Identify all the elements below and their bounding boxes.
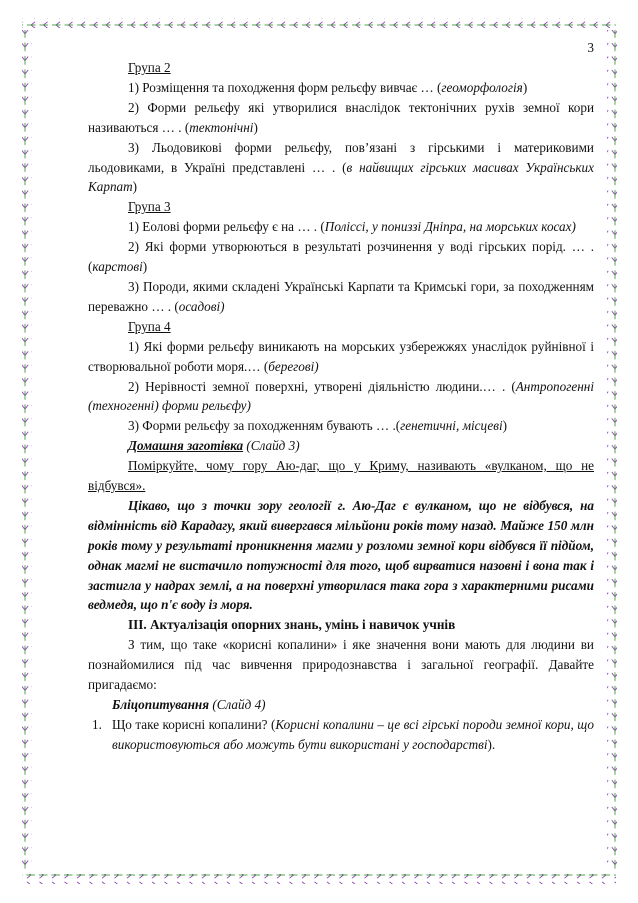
page-number: 3 [587, 40, 594, 55]
border-bottom [22, 874, 616, 884]
blitz-question-1: 1. Що таке корисні копалини? (Корисні копалини – це всі гірські породи земної кори, що використовуються або можуть бути використані у господарстві). [92, 716, 594, 752]
group-4-heading: Група 4 [128, 318, 171, 334]
group-2-question-1: 1) Розміщення та походження форм рельєфу вивчає … (геоморфологія) [128, 79, 528, 95]
homework-heading: Домашня заготівка (Слайд 3) [128, 438, 300, 454]
group-2-question-2: 2) Форми рельєфу які утворилися внаслідок тектонічних рухів земної кори називаються … . (тектонічні) [88, 99, 594, 135]
group-3-question-1: 1) Еолові форми рельєфу є на … . (Поліссі, у пониззі Дніпра, на морських косах) [128, 219, 576, 235]
section-3-intro: З тим, що таке «корисні копалини» і яке значення вони мають для людини ви познайомилися під час вивчення природознавства і загальної географії. Давайте пригадаємо: [88, 637, 594, 693]
border-left [22, 30, 32, 872]
group-4-question-3: 3) Форми рельєфу за походженням бувають … .(генетичні, місцеві) [128, 418, 508, 434]
group-2-question-3: 3) Льодовикові форми рельєфу, пов’язані з гірськими і материковими льодовиками, в Україні представлені … . (в найвищих гірських масивах Українських Карпат) [88, 139, 594, 195]
blitz-heading: Бліцопитування (Слайд 4) [112, 697, 266, 712]
blitz-question-list [88, 715, 594, 755]
homework-answer: Цікаво, що з точки зору геології г. Аю-Даг є вулканом, що не відбувся, на відмінність від Карадагу, який вивергався мільйони років тому назад. Майже 150 млн років тому у результаті проникнення магми у розломи земної кори відбувся її підйом, однак магмі не вистачило потужності для того, щоб вирватися назовні і вона так і застигла у надрах землі, а на поверхні утворилася така гора з характерними рисами ведмедя, що п'є воду із моря. [88, 497, 594, 613]
group-2-heading: Група 2 [128, 60, 171, 75]
group-4-question-1: 1) Які форми рельєфу виникають на морських узбережжях унаслідок руйнівної і створювальної роботи моря.… (берегові) [88, 338, 594, 374]
homework-question: Поміркуйте, чому гору Аю-даг, що у Криму, називають «вулканом, що не відбувся». [88, 458, 594, 494]
group-4-question-2: 2) Нерівності земної поверхні, утворені діяльністю людини.… . (Антропогенні (техногенні) форми рельєфу) [88, 378, 594, 414]
group-3-heading: Група 3 [128, 199, 171, 215]
border-top [22, 18, 616, 28]
section-3-heading: ІІІ. Актуалізація опорних знань, умінь і навичок учнів [128, 617, 456, 633]
question-number: 1. [92, 716, 102, 732]
group-3-question-3: 3) Породи, якими складені Українські Карпати та Кримські гори, за походженням переважно … . (осадові) [88, 278, 594, 314]
document-page [88, 38, 594, 755]
border-right [607, 30, 617, 872]
group-3-question-2: 2) Які форми утворюються в результаті розчинення у воді гірських порід. … . (карстові) [88, 239, 594, 275]
